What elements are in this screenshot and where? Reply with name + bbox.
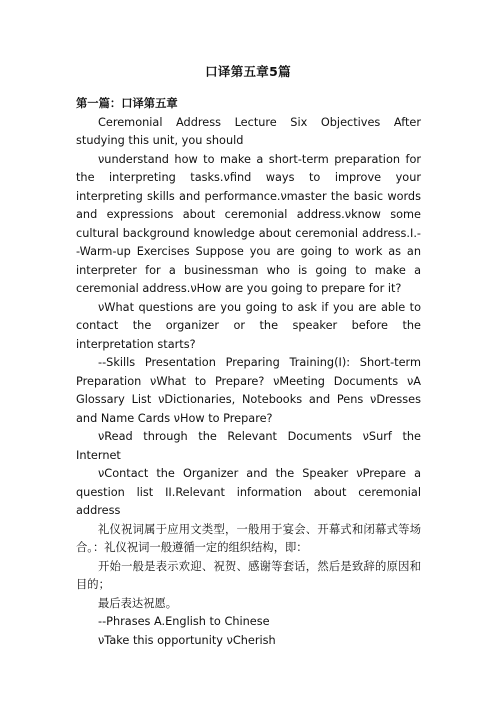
paragraph-read-documents: νRead through the Relevant Documents νSurf the Internet: [76, 430, 421, 462]
paragraph-structure-closing: 最后表达祝愿。: [98, 596, 178, 610]
section-heading: 第一篇：口译第五章: [76, 97, 178, 110]
document-body: [76, 95, 421, 650]
paragraph-questions: νWhat questions are you going to ask if you are able to contact the organizer or the speaker before the interpretation starts?: [76, 300, 421, 351]
paragraph-structure-opening: 开始一般是表示欢迎、祝贺、感谢等套话，然后是致辞的原因和目的；: [76, 559, 421, 591]
paragraph-objectives-list: νunderstand how to make a short-term preparation for the interpreting tasks.νfind ways to improve your interpreting skills and performance.νmaster the basic words and expressions about ceremonial address.νknow some cultural background knowledge about ceremonial address.I.--Warm-up Exercises Suppose you are going to work as an interpreter for a businessman who is going to make a ceremonial address.νHow are you going to prepare for it?: [76, 152, 421, 295]
paragraph-skills-presentation: --Skills Presentation Preparing Training(I): Short-term Preparation νWhat to Prepare? νMeeting Documents νA Glossary List νDictionaries, Notebooks and Pens νDresses and Name Cards νHow to Prepare?: [76, 356, 421, 425]
paragraph-contact-organizer: νContact the Organizer and the Speaker νPrepare a question list II.Relevant information about ceremonial address: [76, 467, 421, 517]
paragraph-phrases-heading: --Phrases A.English to Chinese: [98, 615, 270, 628]
paragraph-ceremonial-type: 礼仪祝词属于应用文类型，一般用于宴会、开幕式和闭幕式等场合。：礼仪祝词一般遵循一定的组织结构，即：: [76, 522, 421, 554]
paragraph-phrases-list: νTake this opportunity νCherish: [98, 633, 276, 647]
paragraph-objectives-intro: Ceremonial Address Lecture Six Objectives After studying this unit, you should: [76, 115, 421, 147]
document-title: 口译第五章5篇: [205, 64, 291, 79]
